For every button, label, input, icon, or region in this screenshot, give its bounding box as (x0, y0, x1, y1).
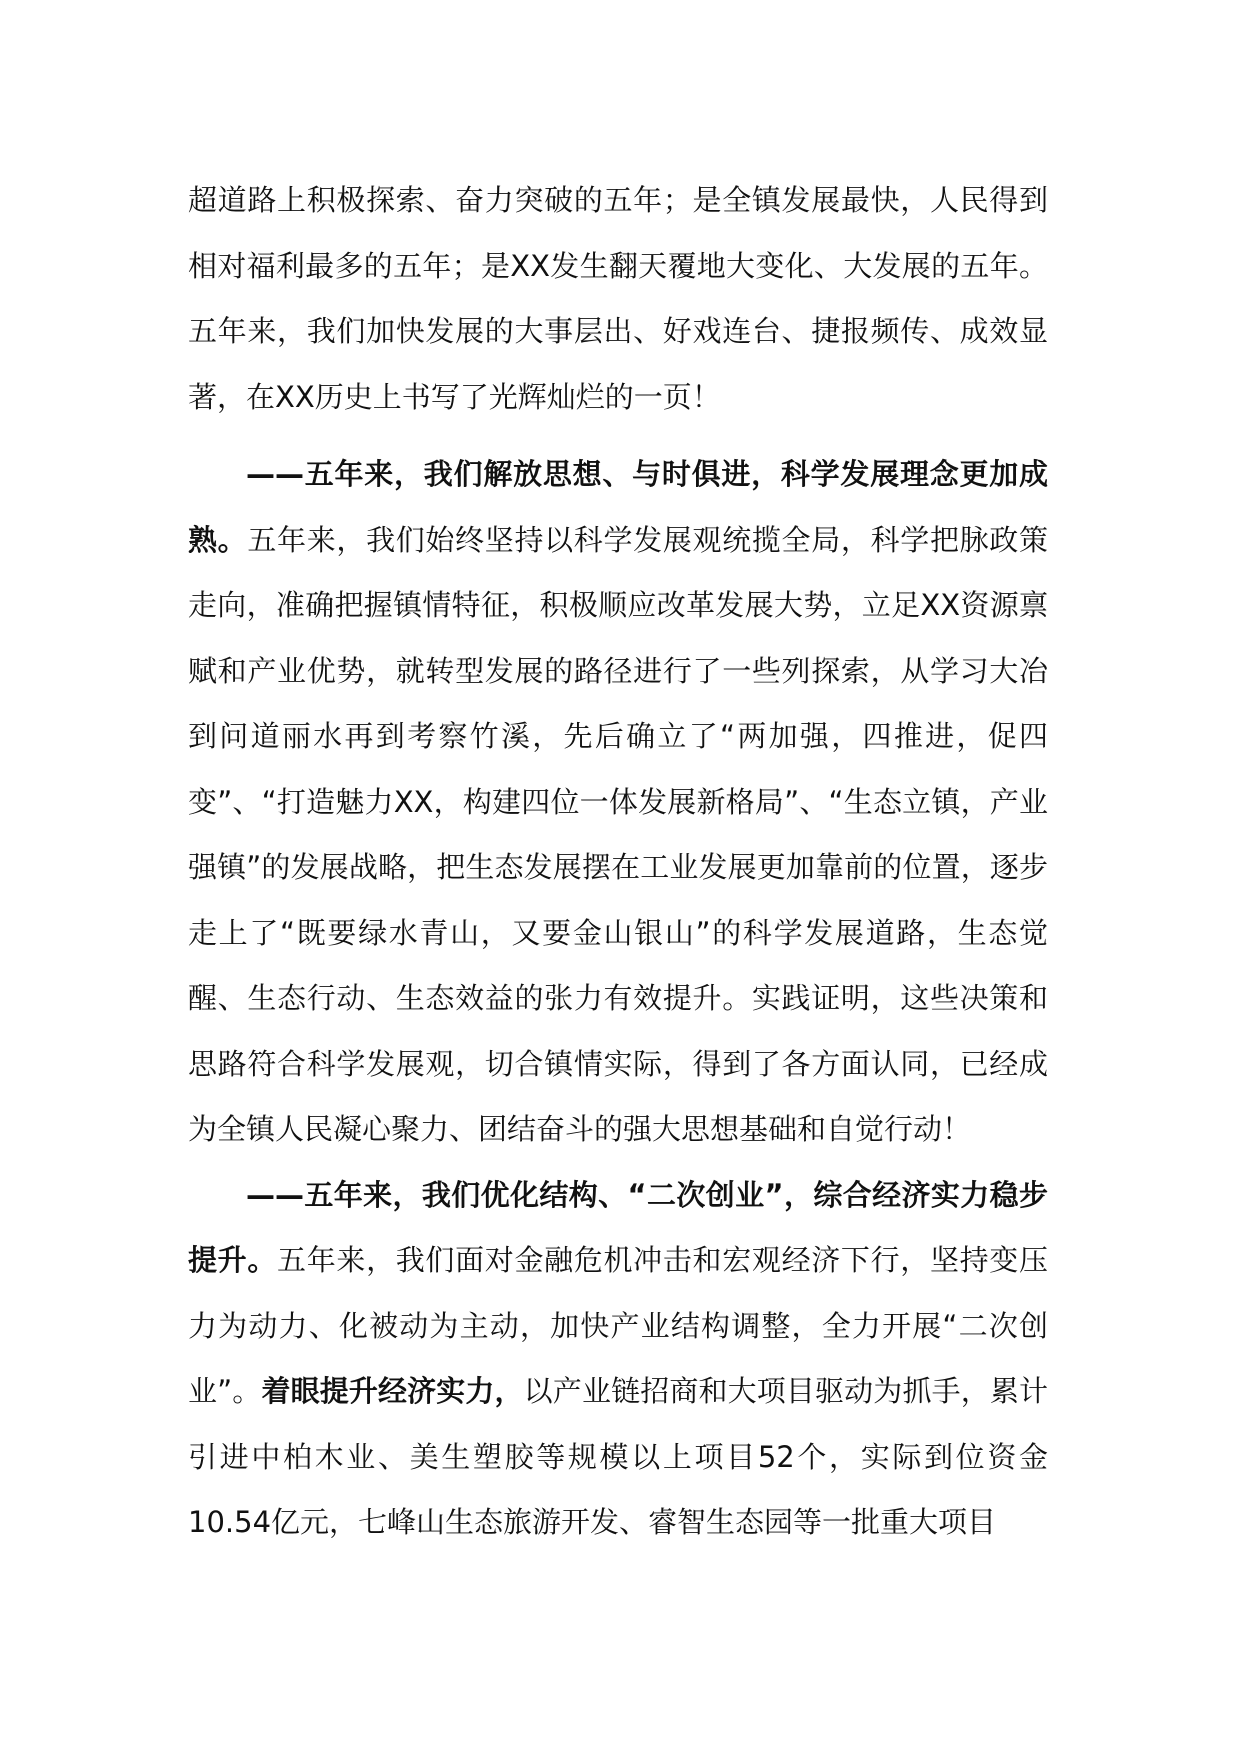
document-body (188, 168, 1048, 1556)
paragraph-heading: ——五年来，我们解放思想、与时俱进，科学发展理念更加成熟。 (188, 457, 1048, 557)
paragraph-heading: ——五年来，我们优化结构、“二次创业”，综合经济实力稳步提升。 (188, 1177, 1048, 1277)
paragraph-scientific-development (188, 442, 1048, 1163)
inline-bold-phrase: 着眼提升经济实力， (261, 1374, 524, 1408)
paragraph-text: 超道路上积极探索、奋力突破的五年；是全镇发展最快，人民得到相对福利最多的五年；是XX发生翻天覆地大变化、大发展的五年。五年来，我们加快发展的大事层出、好戏连台、捷报频传、成效显著，在XX历史上书写了光辉灿烂的一页！ (188, 183, 1048, 414)
paragraph-text: 五年来，我们面对金融危机冲击和宏观经济下行，坚持变压力为动力、化被动为主动，加快产业结构调整，全力开展“二次创业”。 (188, 1243, 1048, 1408)
paragraph-text: 以产业链招商和大项目驱动为抓手，累计引进中柏木业、美生塑胶等规模以上项目52个，实际到位资金10.54亿元，七峰山生态旅游开发、睿智生态园等一批重大项目 (188, 1374, 1048, 1539)
paragraph-economic-strength (188, 1163, 1048, 1556)
paragraph-continued (188, 168, 1048, 430)
paragraph-text: 五年来，我们始终坚持以科学发展观统揽全局，科学把脉政策走向，准确把握镇情特征，积极顺应改革发展大势，立足XX资源禀赋和产业优势，就转型发展的路径进行了一些列探索，从学习大冶到问道丽水再到考察竹溪，先后确立了“两加强，四推进，促四变”、“打造魅力XX，构建四位一体发展新格局”、“生态立镇，产业强镇”的发展战略，把生态发展摆在工业发展更加靠前的位置，逐步走上了“既要绿水青山，又要金山银山”的科学发展道路，生态觉醒、生态行动、生态效益的张力有效提升。实践证明，这些决策和思路符合科学发展观，切合镇情实际，得到了各方面认同，已经成为全镇人民凝心聚力、团结奋斗的强大思想基础和自觉行动！ (188, 522, 1048, 1146)
